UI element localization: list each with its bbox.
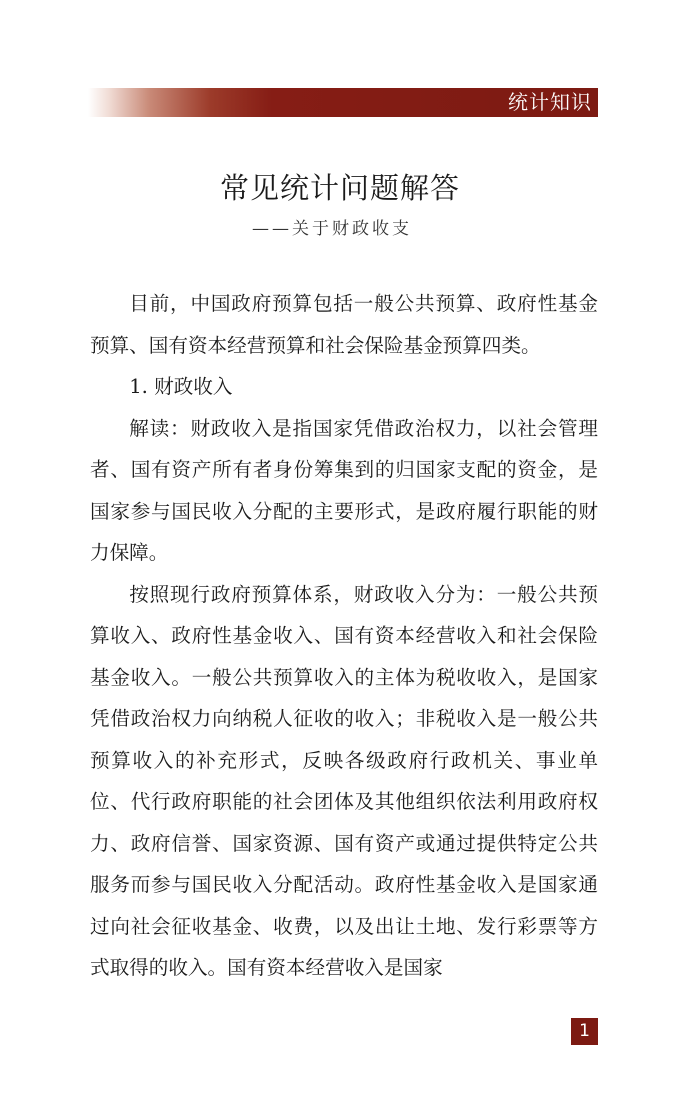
article-title: 常见统计问题解答 (219, 171, 460, 205)
article-body (90, 283, 598, 989)
article-subtitle: ——关于财政收支 (252, 219, 412, 239)
page-number-badge: 1 (571, 1018, 598, 1045)
intro-paragraph: 目前，中国政府预算包括一般公共预算、政府性基金预算、国有资本经营预算和社会保险基金预算四类。 (90, 292, 598, 357)
section-header-bar (88, 88, 598, 117)
section-heading: 1. 财政收入 (129, 375, 233, 398)
classification-paragraph: 按照现行政府预算体系，财政收入分为：一般公共预算收入、政府性基金收入、国有资本经营收入和社会保险基金收入。一般公共预算收入的主体为税收收入，是国家凭借政治权力向纳税人征收的收入；非税收入是一般公共预算收入的补充形式，反映各级政府行政机关、事业单位、代行政府职能的社会团体及其他组织依法利用政府权力、政府信誉、国家资源、国有资产或通过提供特定公共服务而参与国民收入分配活动。政府性基金收入是国家通过向社会征收基金、收费，以及出让土地、发行彩票等方式取得的收入。国有资本经营收入是国家 (90, 582, 598, 979)
section-label: 统计知识 (508, 90, 592, 114)
interpretation-paragraph: 解读：财政收入是指国家凭借政治权力，以社会管理者、国有资产所有者身份筹集到的归国家支配的资金，是国家参与国民收入分配的主要形式，是政府履行职能的财力保障。 (90, 416, 598, 564)
